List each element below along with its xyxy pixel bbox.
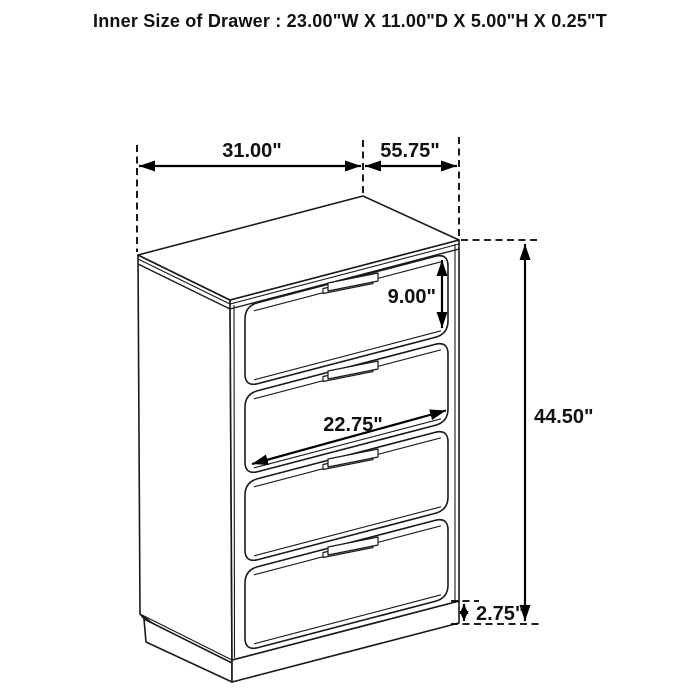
label-overall-height: 44.50" — [534, 406, 594, 428]
label-drawer-height: 9.00" — [387, 286, 436, 308]
label-top-depth: 55.75" — [380, 140, 440, 162]
front-left-inner-edge — [234, 305, 235, 658]
dim-top-width — [139, 140, 361, 166]
page-title: Inner Size of Drawer : 23.00"W X 11.00"D X 5.00"H X 0.25"T — [93, 11, 607, 31]
label-drawer-width: 22.75" — [323, 414, 383, 436]
side-panel-face — [138, 255, 232, 682]
label-base-height: 2.75" — [476, 603, 525, 625]
dim-top-depth — [365, 140, 457, 166]
chest-side-panel — [138, 255, 232, 682]
label-top-width: 31.00" — [222, 140, 282, 162]
chest-drawing — [138, 196, 459, 682]
dim-overall-height — [461, 240, 594, 621]
